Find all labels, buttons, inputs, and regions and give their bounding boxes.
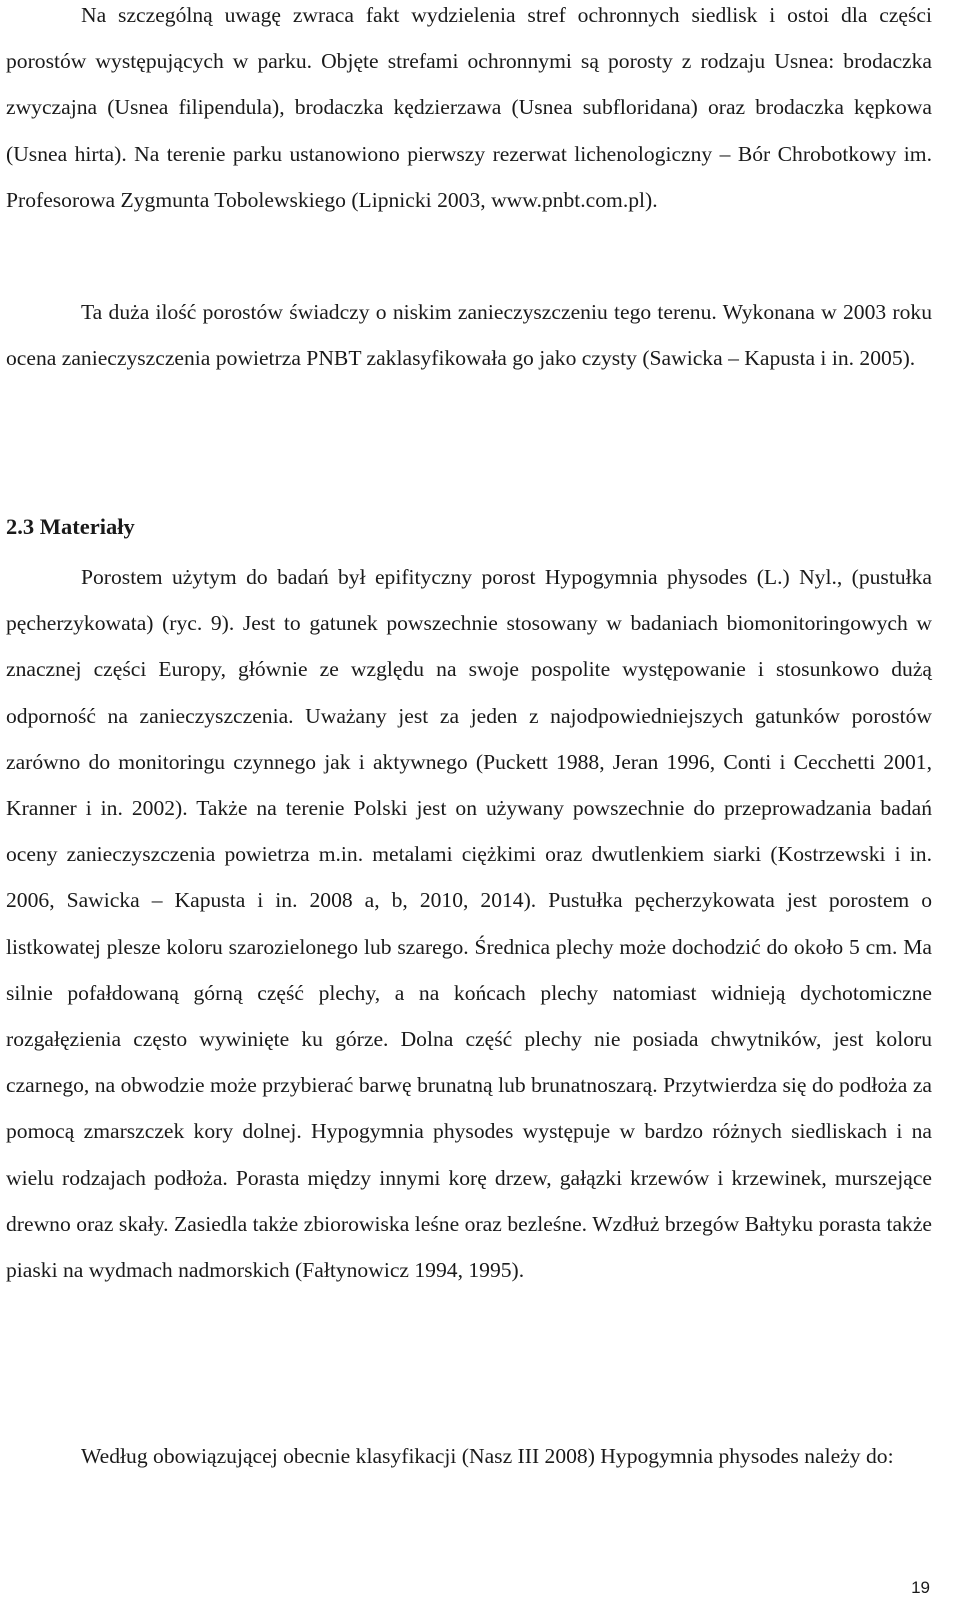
paragraph-classification: Według obowiązującej obecnie klasyfikacji (Nasz III 2008) Hypogymnia physodes należy do:: [81, 1444, 894, 1468]
paragraph-protection-zones: Na szczególną uwagę zwraca fakt wydzielenia stref ochronnych siedlisk i ostoi dla części porostów występujących w parku. Objęte strefami ochronnymi są porosty z rodzaju Usnea: brodaczka zwyczajna (Usnea filipendula), brodaczka kędzierzawa (Usnea subfloridana) oraz brodaczka kępkowa (Usnea hirta). Na terenie parku ustanowiono pierwszy rezerwat lichenologiczny – Bór Chrobotkowy im. Profesorowa Zygmunta Tobolewskiego (Lipnicki 2003, www.pnbt.com.pl).: [6, 3, 932, 212]
page-number: 19: [911, 1578, 930, 1597]
paragraph-materials: Porostem użytym do badań był epifityczny porost Hypogymnia physodes (L.) Nyl., (pustułka pęcherzykowata) (ryc. 9). Jest to gatunek powszechnie stosowany w badaniach biomonitoringowych w znacznej części Europy, głównie ze względu na swoje pospolite występowanie i stosunkowo dużą odporność na zanieczyszczenia. Uważany jest za jeden z najodpowiedniejszych gatunków porostów zarówno do monitoringu czynnego jak i aktywnego (Puckett 1988, Jeran 1996, Conti i Cecchetti 2001, Kranner i in. 2002). Także na terenie Polski jest on używany powszechnie do przeprowadzania badań oceny zanieczyszczenia powietrza m.in. metalami ciężkimi oraz dwutlenkiem siarki (Kostrzewski i in. 2006, Sawicka – Kapusta i in. 2008 a, b, 2010, 2014). Pustułka pęcherzykowata jest porostem o listkowatej plesze koloru szarozielonego lub szarego. Średnica plechy może dochodzić do około 5 cm. Ma silnie pofałdowaną górną część plechy, a na końcach plechy natomiast widnieją dychotomiczne rozgałęzienia często wywinięte ku górze. Dolna część plechy nie posiada chwytników, jest koloru czarnego, na obwodzie może przybierać barwę brunatną lub brunatnoszarą. Przytwierdza się do podłoża za pomocą zmarszczek kory dolnej. Hypogymnia physodes występuje w bardzo różnych siedliskach i na wielu rodzajach podłoża. Porasta między innymi korę drzew, gałązki krzewów i krzewinek, murszejące drewno oraz skały. Zasiedla także zbiorowiska leśne oraz bezleśne. Wzdłuż brzegów Bałtyku porasta także piaski na wydmach nadmorskich (Fałtynowicz 1994, 1995).: [6, 565, 932, 1283]
section-heading: 2.3 Materiały: [6, 514, 135, 539]
paragraph-pollution-level: Ta duża ilość porostów świadczy o niskim zanieczyszczeniu tego terenu. Wykonana w 2003 roku ocena zanieczyszczenia powietrza PNBT zaklasyfikowała go jako czysty (Sawicka – Kapusta i in. 2005).: [6, 300, 932, 371]
